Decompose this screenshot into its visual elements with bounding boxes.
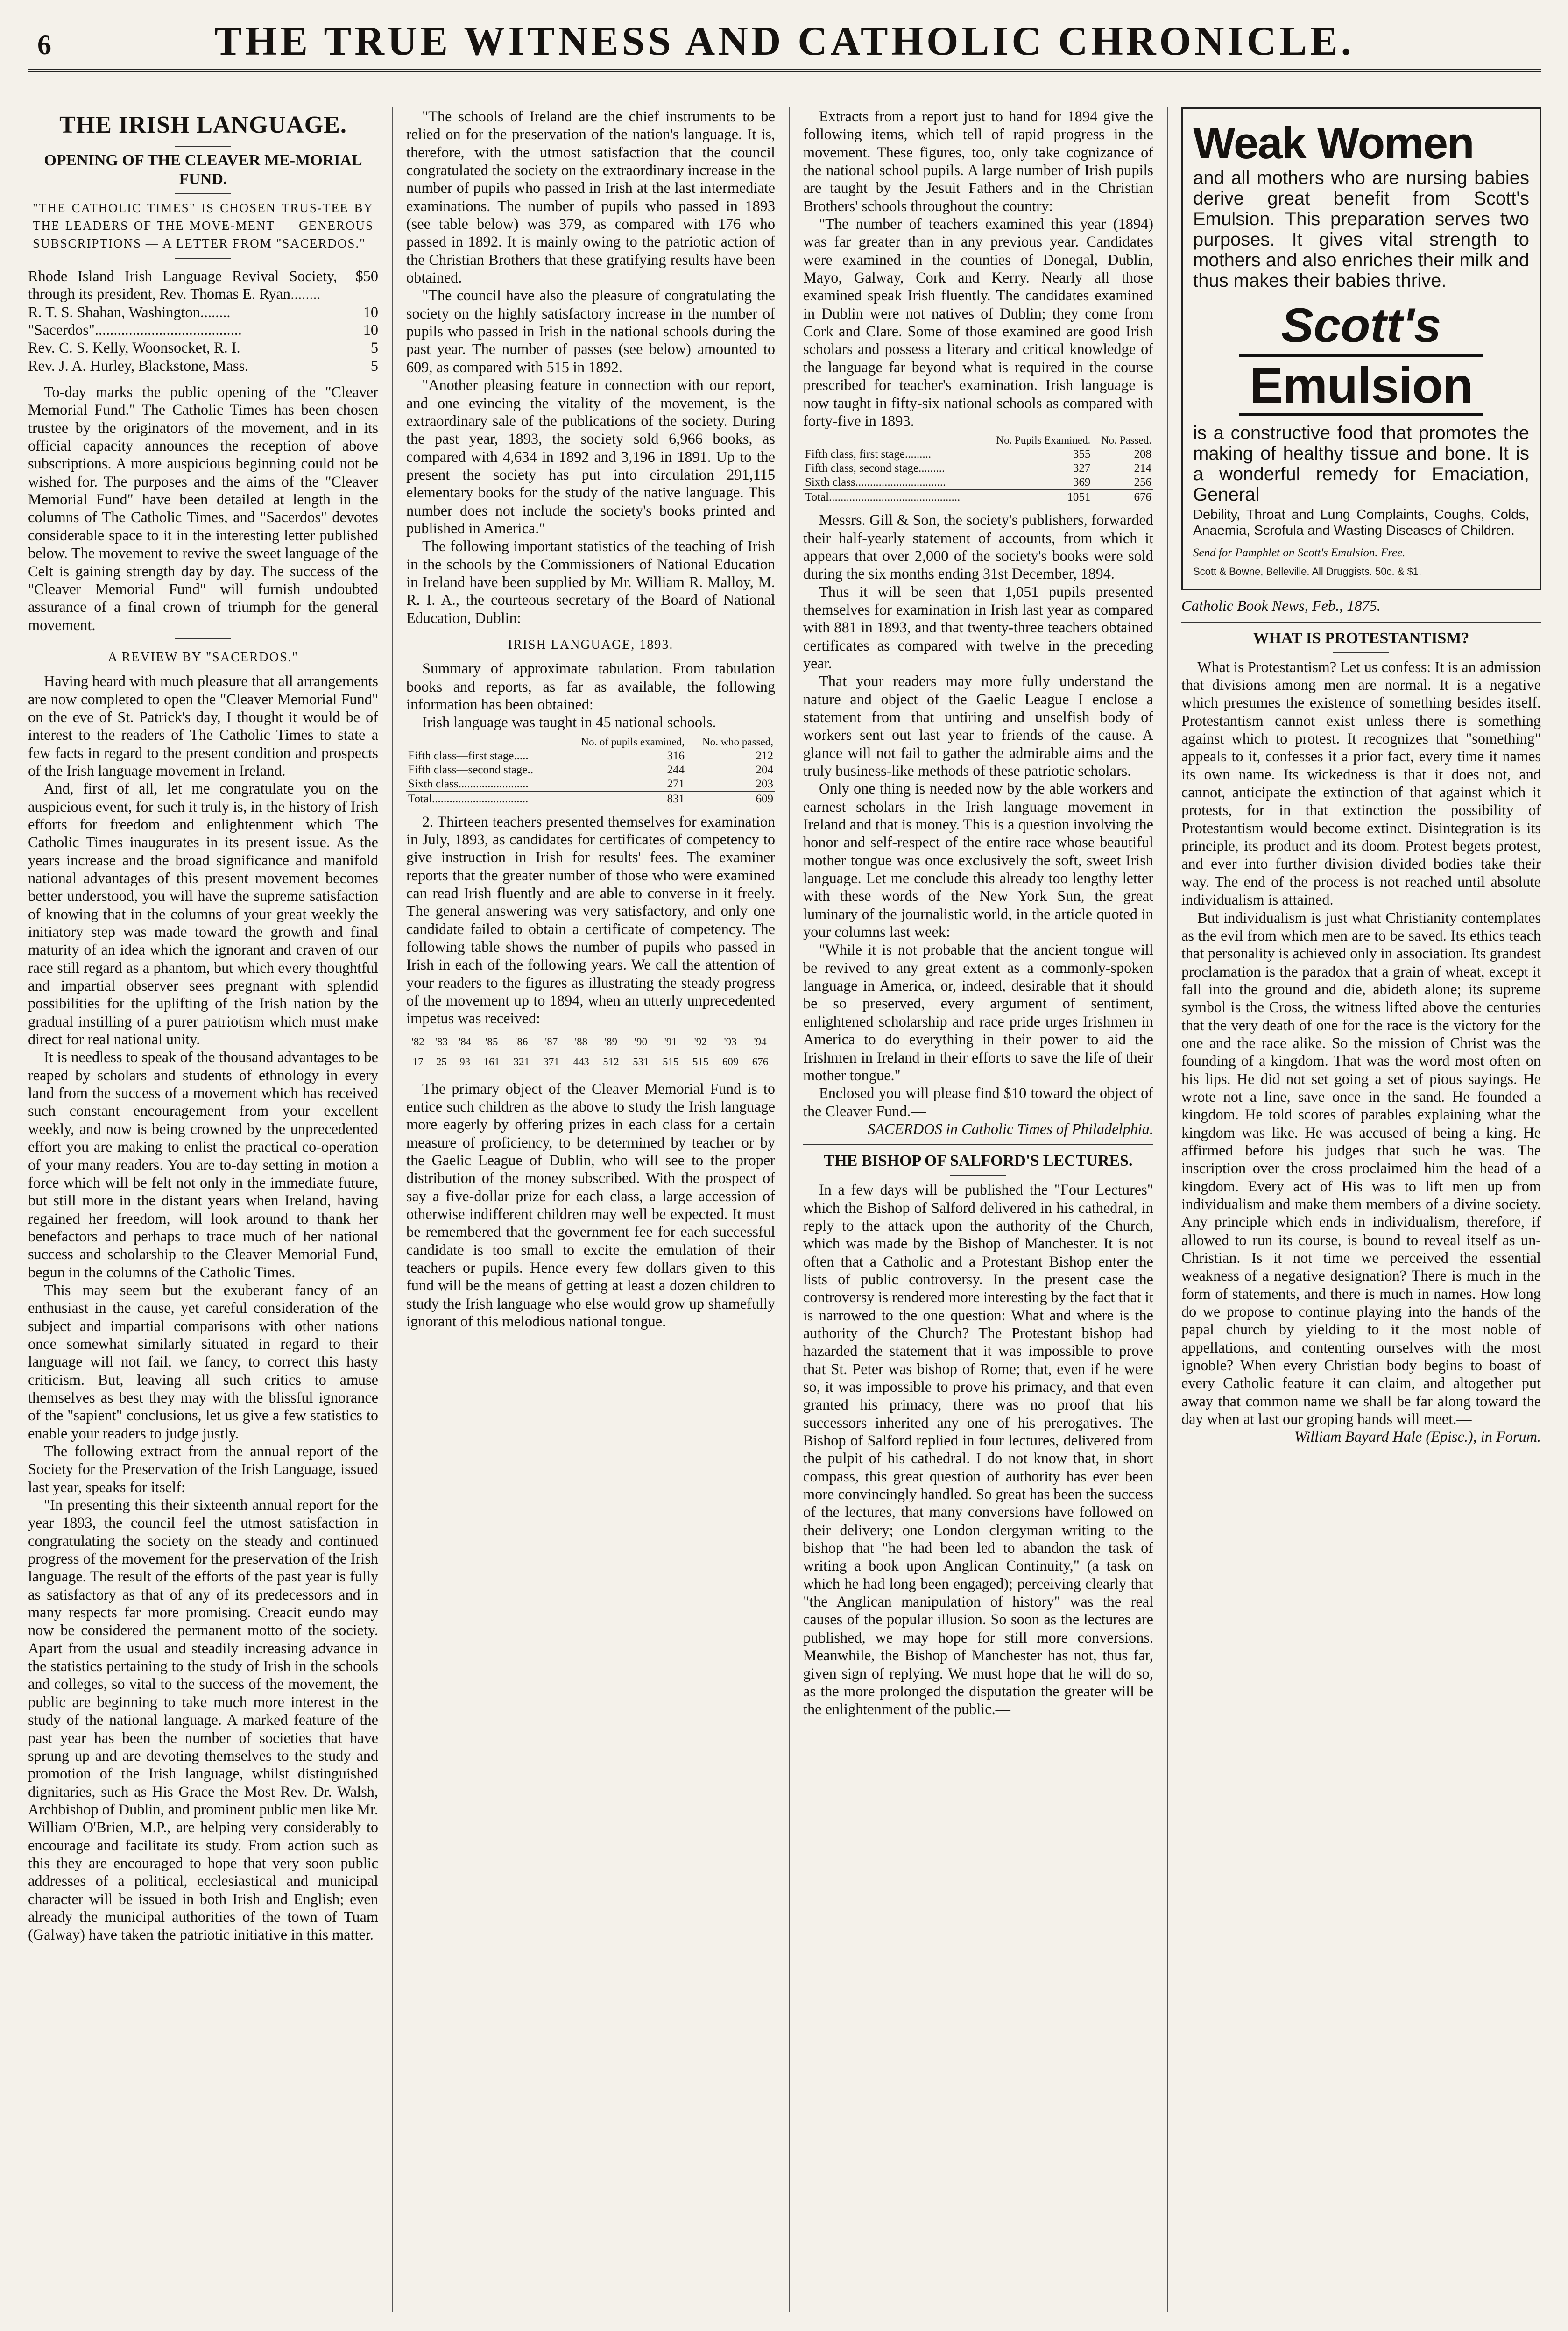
ad-brand-line-1: Scott's (1281, 298, 1441, 353)
article-subheadline: OPENING OF THE CLEAVER ME-MORIAL FUND. (44, 152, 362, 188)
subscriber-name: Rev. J. A. Hurley, Blackstone, Mass. (28, 357, 249, 374)
paragraph: Only one thing is needed now by the able workers and earnest scholars in the Irish language movement in Ireland and that is money. This is a question involving the honor and self-respect of the entire race whose beautiful mother tongue was once exclusively the soft, sweet Irish language. Let me conclude this already too lengthy letter with these words of the New York Sun, the great luminary of the journalistic world, in the article quoted in your columns last week: (803, 780, 1153, 941)
divider (803, 1144, 1153, 1145)
ad-brand-line-2: Emulsion (1239, 354, 1483, 416)
divider (175, 193, 231, 194)
column-header: No. of pupils examined, (581, 736, 685, 748)
column-rule (789, 107, 790, 2312)
year-cell: '85 (477, 1032, 507, 1052)
subscription-amount: 10 (363, 321, 378, 339)
year-cell: '91 (656, 1032, 685, 1052)
paragraph: In a few days will be published the "Four Lectures" which the Bishop of Salford delivered in his cathedral, in reply to the attack upon the authority of the Church, which was made by the Bishop of Manchester. It is not often that a Catholic and a Protestant Bishop enter the lists of public controversy. In the present case the controversy is rendered more interesting by the fact that it is narrowed to the one question: What and where is the authority of the Church? The Protestant bishop had hazarded the statement that it was impossible to prove that St. Peter was bishop of Rome; that, even if he were so, it was impossible to prove his primacy, and that even granted his primacy, there was no proof that his successors inherited any one of his prerogatives. The Bishop of Salford replied in four lectures, delivered from the pulpit of his cathedral. I do not know that, in short compass, this great question of authority has ever been more convincingly handled. So great has been the success of the lectures, that many conversions have followed on their delivery; one London clergyman writing to the bishop that "he had been led to abandon the task of writing a book upon Anglican Continuity," (a task on which he had long been engaged); perceiving clearly that "the Anglican manipulation of history" was the real causes of the popular illusion. So soon as the lectures are published, we may hope for still more conversions. Meanwhile, the Bishop of Manchester has not, thus far, given sign of replying. We must hope that he will do so, as the more prolonged the disputation the greater will be the enlightenment of the public.— (803, 1181, 1153, 1718)
table-cell: 244 (667, 763, 685, 776)
paragraph: Messrs. Gill & Son, the society's publishers, forwarded their half-yearly statement of accounts, from which it appears that over 2,000 of the society's books were sold during the six months ending 31st December, 1894. (803, 511, 1153, 582)
subscription-list (28, 267, 378, 375)
years-row (406, 1032, 775, 1052)
column-1 (28, 107, 378, 2317)
masthead (28, 13, 1541, 72)
divider (1333, 652, 1389, 653)
table-row (803, 475, 1153, 490)
column-2 (406, 107, 775, 2317)
paragraph: The primary object of the Cleaver Memorial Fund is to entice such children as the above to study the Irish language more eagerly by offering prizes in each class for a certain measure of proficiency, to be determined by teacher or by the Gaelic League of Dublin, who will see to the proper distribution of the money subscribed. With the prospect of say a five-dollar prize for each class, a large accession of otherwise indifferent children may well be expected. It must be remembered that the government fee for each successful candidate is too small to excite the emulation of their teachers or pupils. Hence every few dollars given to this fund will be the means of getting at least a dozen children to study the Irish language who else would grow up shamefully ignorant of this melodious national tongue. (406, 1080, 775, 1330)
table-cell: Fifth class, second stage......... (805, 462, 945, 475)
paragraph: "The number of teachers examined this year (1894) was far greater than in any previous year. Candidates were examined in the counties of Donegal, Dublin, Mayo, Galway, Cork and Kerry. Nearly all those examined speak Irish fluently. The candidates examined in Dublin were not natives of Dublin; they come from Cork and Clare. Some of those examined are good Irish scholars and possess a literary and critical knowledge of the language far beyond what is required in the course prescribed for teacher's examination. Irish language is now taught in fifty-six national schools as compared with forty-five in 1893. (803, 215, 1153, 429)
paragraph: 2. Thirteen teachers presented themselves for examination in July, 1893, as candidates for certificates of competency to give instruction in Irish for results' fees. The examiner reports that the greater number of those who were examined can read Irish fluently and are able to converse in it freely. The general answering was very satisfactory, and only one candidate failed to obtain a certificate of competency. The following table shows the number of pupils who passed in Irish in each of the following years. We call the attention of your readers to the figures as illustrating the steady progress of the movement up to 1894, when an utterly unprecedented impetus was received: (406, 813, 775, 1027)
table-cell: Total................................. (406, 792, 559, 806)
subscription-amount: 10 (363, 303, 378, 320)
table-cell: Fifth class—first stage..... (408, 749, 529, 762)
table-total-row (406, 792, 775, 806)
yearly-passes-table (406, 1032, 775, 1072)
paragraph: "Another pleasing feature in connection with our report, and one evincing the vitality of the movement, is the extraordinary sale of the publications of the society. During the past year, 1893, the society sold 6,966 books, as compared with 4,634 in 1892 and 3,196 in 1891. Up to the present the society has put into circulation 291,115 elementary books for the study of the native language. This number does not include the society's books printed and published in America." (406, 376, 775, 537)
subscription-amount: 5 (370, 339, 378, 356)
subscription-amount: $50 (355, 268, 378, 284)
table-cell: 203 (756, 777, 773, 790)
year-cell: '84 (453, 1032, 477, 1052)
column-header: No. Pupils Examined. (996, 434, 1091, 446)
column-header: No. who passed, (702, 736, 773, 748)
page-number: 6 (37, 29, 51, 60)
subscriber-name: "Sacerdos"....................................... (28, 321, 242, 339)
passed-cell: 25 (436, 1056, 447, 1068)
passed-cell: 17 (412, 1056, 424, 1068)
table-cell: 609 (686, 792, 775, 806)
table-cell: Fifth class, first stage......... (805, 448, 932, 461)
subscriber-name: R. T. S. Shahan, Washington........ (28, 303, 231, 320)
ad-pamphlet-offer: Send for Pamphlet on Scott's Emulsion. Free. (1193, 546, 1406, 559)
article-headline: THE IRISH LANGUAGE. (59, 112, 347, 138)
table-header-row (803, 433, 1153, 447)
paragraph: Summary of approximate tabulation. From tabulation books and reports, as far as available, the following information has been obtained: (406, 660, 775, 713)
table-cell: 831 (559, 792, 687, 806)
year-cell: '87 (537, 1032, 566, 1052)
paragraph: The following extract from the annual report of the Society for the Preservation of the Irish Language, issued last year, speaks for itself: (28, 1443, 378, 1495)
year-cell: '83 (430, 1032, 453, 1052)
table-cell: 214 (1134, 462, 1151, 475)
table-cell: Sixth class........................ (408, 777, 529, 790)
passed-cell: 93 (459, 1056, 471, 1068)
column-header: No. Passed. (1101, 434, 1151, 446)
year-cell: '94 (745, 1032, 775, 1052)
divider (175, 258, 231, 259)
passed-cell: 443 (573, 1056, 589, 1068)
column-rule (1167, 107, 1168, 2312)
divider (175, 146, 231, 147)
passed-cell: 321 (513, 1056, 530, 1068)
paragraph: Having heard with much pleasure that all arrangements are now completed to open the "Cleaver Memorial Fund" on the eve of St. Patrick's day, I thought it would be of interest to the readers of The Catholic Times to state a few facts in regard to the present condition and prospects of the Irish language movement in Ireland. (28, 673, 378, 779)
paragraph: Extracts from a report just to hand for 1894 give the following items, which tell of rapid progress in the movement. These figures, too, only take cognizance of the national school pupils. A large number of Irish pupils are taught by the Jesuit Fathers and in the Christian Brothers' schools throughout the country: (803, 108, 1153, 214)
table-cell: Fifth class—second stage.. (408, 763, 534, 776)
year-cell: '88 (566, 1032, 596, 1052)
paragraph: That your readers may more fully understand the nature and object of the Gaelic League I enclose a statement from that untiring and unselfish body of workers sent out last year to friends of the cause. A glance will not fail to gather the admirable aims and the truly business-like methods of these patriotic scholars. (803, 673, 1153, 779)
column-3 (803, 107, 1153, 2317)
paragraph: This may seem but the exuberant fancy of an enthusiast in the cause, yet careful consideration of the subject and impartial comparisons with other nations once somewhat similarly situated in regard to their language will not fail, we fancy, to correct this hasty criticism. But, leaving all such critics to amuse themselves as best they may with the blissful ignorance of the "sapient" conclusions, let us give a few statistics to enable your readers to judge justly. (28, 1281, 378, 1442)
table-row (803, 447, 1153, 461)
subscription-row (28, 267, 378, 303)
passed-cell: 512 (603, 1056, 619, 1068)
table-cell: 256 (1134, 476, 1151, 489)
ad-ailments: Debility, Throat and Lung Complaints, Coughs, Colds, Anaemia, Scrofula and Wasting Diseases of Children. (1193, 507, 1529, 538)
newspaper-name: THE TRUE WITNESS AND CATHOLIC CHRONICLE. (214, 18, 1355, 64)
paragraph: But individualism is just what Christianity contemplates as the evil from which men are to be saved. Its ethics teach that personality is achieved only in association. Its grandest proclamation is the paradox that a grain of wheat, except it fall into the ground and die, abideth alone; its supreme symbol is the Cross, the witness lifted above the centuries that the very death of one for the race is the victory for the one and the race alike. So the mission of Christ was the founding of a kingdom. That was the word most often on his lips. He did not set going a set of pious sayings. He wrote not a line, save once in the sand. He founded a kingdom. He told scores of parables explaining what the kingdom was like. He was accused of being a king. He affirmed before his judges that such he was. The inscription over the cross proclaimed him the head of a kingdom. Every act of His was to lift men up from individualism and make them members of a divine society. Any principle which ends in individualism, therefore, if allowed to run its course, is bound to reveal itself as un-Christian. Is it not time we perceived the essential weakness of a negative designation? There is much in the form of statements, and there is much in names. How long do we propose to continue playing into the hands of the papal church by yielding to it the most noble of appellations, and contenting ourselves with the most ignoble? When every Christian body begins to boast of every Catholic feature it can claim, and altogether put away that common name we shall be far along toward the day when at last our groping hands will meet.— (1181, 909, 1541, 1428)
table-cell: 208 (1134, 448, 1151, 461)
subscriber-name: Rev. C. S. Kelly, Woonsocket, R. I. (28, 339, 240, 356)
paragraph-continued (1181, 597, 1541, 615)
ad-text: is a constructive food that promotes the making of healthy tissue and bone. It is a wonderful remedy for Emaciation, General (1193, 423, 1529, 505)
table-row (406, 749, 775, 763)
article-headline: WHAT IS PROTESTANTISM? (1253, 629, 1469, 647)
table-row (406, 777, 775, 792)
divider (1181, 622, 1541, 623)
paragraph: To-day marks the public opening of the "Cleaver Memorial Fund." The Catholic Times has been chosen trustee by the originators of the movement, and in its official capacity announces the reception of above subscriptions. A more auspicious beginning could not be wished for. The purposes and the aims of the "Cleaver Memorial Fund" have been detailed at length in the columns of The Catholic Times, and "Sacerdos" devotes considerable space to it in the interesting letter published below. The movement to revive the sweet language of the Celt is gaining strength day by day. The success of the "Cleaver Memorial Fund" will furnish undoubted assurance of a final crown of triumph for the general movement. (28, 383, 378, 633)
paragraph: "While it is not probable that the ancient tongue will be revived to any great extent as a commonly-spoken language in America, or, indeed, desirable that it should be so preserved, every argument of sentiment, enlightened scholarship and race pride urges Irishmen in America to do everything in their power to aid the Irishmen in Ireland in their efforts to save the life of their mother tongue." (803, 941, 1153, 1084)
ad-brand-logo (1193, 299, 1529, 416)
table-cell: 212 (756, 749, 773, 762)
table-cell: Sixth class............................... (805, 476, 946, 489)
year-cell: '86 (507, 1032, 537, 1052)
passed-cell: 676 (752, 1056, 769, 1068)
table-row (406, 763, 775, 777)
subscription-amount: 5 (370, 357, 378, 374)
table-total-row (803, 490, 1153, 504)
ad-text: and all mothers who are nursing babies derive great benefit from Scott's Emulsion. This preparation serves two purposes. It gives vital strength to mothers and also enriches their milk and thus makes their babies thrive. (1193, 168, 1529, 291)
subscription-row (28, 321, 378, 339)
passed-cell: 371 (543, 1056, 559, 1068)
statistics-table-1894 (803, 433, 1153, 504)
advertisement-scotts-emulsion (1181, 107, 1541, 590)
paragraph: The following important statistics of the teaching of Irish in the schools by the Commissioners of National Education in Ireland have been supplied by Mr. William R. Malloy, M. R. I. A., the courteous secretary of the Board of National Education, Dublin: (406, 538, 775, 626)
citation: Catholic Book News, Feb., 1875. (1181, 597, 1381, 615)
section-heading: A REVIEW BY "SACERDOS." (107, 650, 298, 665)
paragraph: Enclosed you will please find $10 toward the object of the Cleaver Fund.— (803, 1084, 1153, 1119)
divider (175, 638, 231, 639)
table-cell: Total............................................. (803, 490, 982, 504)
paragraph: "The schools of Ireland are the chief instruments to be relied on for the preservation of the nation's language. It is, therefore, with the utmost satisfaction that the council congratulated the society on the extraordinary increase in the number of pupils who passed in Irish at the last intermediate examinations. The number of pupils who passed in 1893 (see table below) was 379, as compared with 176 who passed in 1892. It is mainly owing to the patriotic action of the Christian Brothers that these gratifying results have been obtained. (406, 108, 775, 286)
year-cell: '90 (626, 1032, 656, 1052)
table-cell: 271 (667, 777, 685, 790)
subscription-row (28, 357, 378, 375)
paragraph: It is needless to speak of the thousand advantages to be reaped by scholars and students of ethnology in every land from the success of a movement which has received such constant encouragement from your excellent weekly, and now is being crowned by the unprecedented effort you are making to enlist the practical co-operation of your many readers. You are to-day setting in motion a force which will be felt not only in the immediate future, but still more in the distant years when Ireland, having regained her freedom, will look around to thank her benefactors and perhaps to trace much of her national success and scholarship to the Cleaver Memorial Fund, begun in the columns of the Catholic Times. (28, 1049, 378, 1281)
citation: William Bayard Hale (Episc.), in Forum. (1294, 1428, 1541, 1445)
passed-cell: 531 (633, 1056, 649, 1068)
article-deck: "THE CATHOLIC TIMES" IS CHOSEN TRUS-TEE BY THE LEADERS OF THE MOVE-MENT — GENEROUS SUBSCRIPTIONS — A LETTER FROM "SACERDOS." (33, 201, 374, 250)
year-cell: '92 (685, 1032, 715, 1052)
passed-cell: 515 (663, 1056, 679, 1068)
article-headline: THE BISHOP OF SALFORD'S LECTURES. (824, 1152, 1133, 1170)
year-cell: '93 (715, 1032, 745, 1052)
paragraph: Thus it will be seen that 1,051 pupils presented themselves for examination in Irish last year as compared with 881 in 1893, and that twenty-three teachers obtained certificates as compared with twelve in the preceding year. (803, 583, 1153, 672)
passed-cell: 609 (722, 1056, 739, 1068)
paragraph: "The council have also the pleasure of congratulating the society on the highly satisfactory increase in the number of pupils who passed in Irish in the national schools during the past year. The number of passes (see below) amounted to 609, as compared with 515 in 1892. (406, 287, 775, 376)
statistics-table-1893 (406, 735, 775, 806)
year-cell: '89 (596, 1032, 626, 1052)
table-cell: 316 (667, 749, 685, 762)
table-cell: 1051 (982, 490, 1092, 504)
table-title: IRISH LANGUAGE, 1893. (508, 637, 674, 652)
table-cell: 327 (1073, 462, 1091, 475)
subscription-row (28, 339, 378, 356)
ad-headline: Weak Women (1193, 118, 1474, 168)
table-header-row (406, 735, 775, 749)
table-cell: 204 (756, 763, 773, 776)
column-4 (1181, 107, 1541, 2317)
subscriber-name: Rhode Island Irish Language Revival Society, through its president, Rev. Thomas E. Ryan........ (28, 268, 337, 303)
table-cell: 369 (1073, 476, 1091, 489)
table-cell: 676 (1092, 490, 1153, 504)
signature: SACERDOS in Catholic Times of Philadelphia. (868, 1120, 1153, 1137)
paragraph: And, first of all, let me congratulate you on the auspicious event, for such it truly is, in the history of Irish efforts for freedom and enlightenment which The Catholic Times inaugurates in its present issue. As the years increase and the broad significance and manifold national advantages of this present movement becomes better understood, you will have the supreme satisfaction of knowing that in the columns of your great weekly the initiatory step was made toward the growth and final maturity of an idea which the ignorant and craven of our race still regard as a phantom, but which every thoughtful and impartial observer sees pregnant with splendid possibilities for the uplifting of the Irish nation by the gradual instilling of a purer patriotism which must make direct for real national unity. (28, 780, 378, 1048)
paragraph: What is Protestantism? Let us confess: It is an admission that divisions among men are normal. It is a negative which presumes the existence of something besides itself. Protestantism cannot exist unless there is something against which to protest. It recognizes that "something" appeals to it, confesses it a prior fact, every time it names its own name. Its wickedness is that it does not, and cannot, anticipate the extinction of that against which it protests, for in that extinction the possibility of Protestantism would become extinct. Disintegration is its principle, its product and its doom. Protest begets protest, and ever into further division divided bodies take their way. The end of the process is not reached until absolute individualism is attained. (1181, 658, 1541, 908)
table-cell: 355 (1073, 448, 1091, 461)
table-row (803, 461, 1153, 475)
divider (950, 1175, 1006, 1176)
passed-cell: 515 (692, 1056, 709, 1068)
paragraph: Irish language was taught in 45 national schools. (422, 714, 716, 731)
paragraph: "In presenting this their sixteenth annual report for the year 1893, the council feel the utmost satisfaction in congratulating the society on the steady and continued progress of the movement for the preservation of the Irish language. The result of the efforts of the past year is fully as satisfactory as that of any of its predecessors and in many respects far more promising. Creacit eundo may now be considered the permanent motto of the society. Apart from the usual and steadily increasing advance in the statistics pertaining to the study of Irish in the schools and colleges, so vital to the success of the movement, the public are beginning to take much more interest in the study of the national language. A marked feature of the past year has been the number of societies that have sprung up and are devoting themselves to the study and promotion of the Irish language, whilst distinguished dignitaries, such as His Grace the Most Rev. Dr. Walsh, Archbishop of Dublin, and prominent public men like Mr. William O'Brien, M.P., are helping very considerably to encourage and facilitate its study. From action such as this they are encouraged to hope that very soon public addresses of a political, ecclesiastical and municipal character will be issued in both Irish and English; even already the municipal authorities of the town of Tuam (Galway) have taken the patriotic initiative in this matter. (28, 1496, 378, 1943)
ad-footer: Scott & Bowne, Belleville. All Druggists. 50c. & $1. (1193, 566, 1422, 577)
passed-row (406, 1052, 775, 1072)
passed-cell: 161 (483, 1056, 500, 1068)
subscription-row (28, 303, 378, 321)
column-rule (392, 107, 393, 2312)
year-cell: '82 (406, 1032, 430, 1052)
